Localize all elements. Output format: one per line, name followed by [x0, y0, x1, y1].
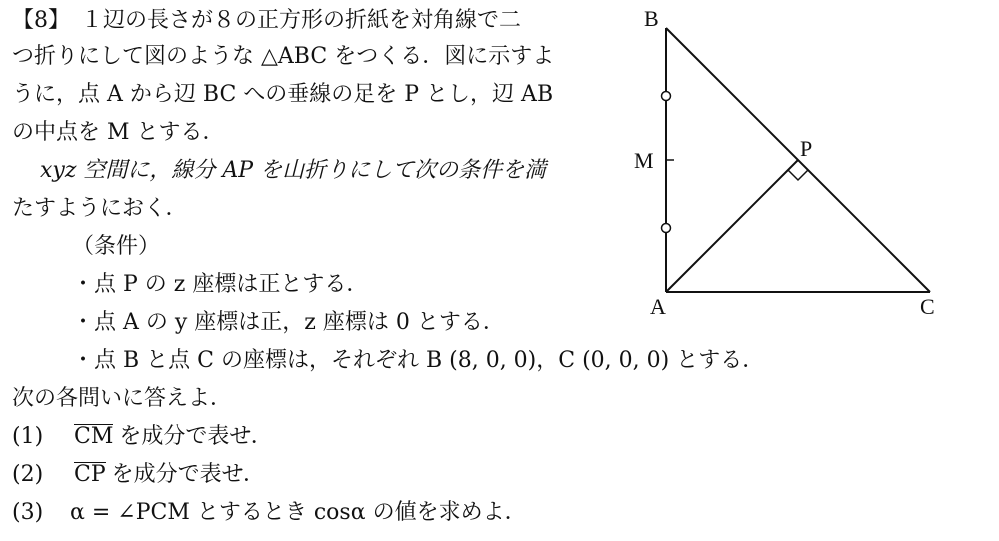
instruction-line: 次の各問いに答えよ． [12, 386, 233, 411]
label-c: C [920, 294, 935, 319]
triangle-figure [620, 0, 999, 541]
problem-line-2: つ折りにして図のような △ABC をつくる．図に示すよ [12, 44, 555, 69]
equal-mark-upper [662, 92, 671, 101]
label-a: A [650, 294, 666, 319]
condition-heading: （条件） [72, 234, 161, 259]
vector-cp: CP [74, 462, 106, 487]
equal-mark-lower [662, 224, 671, 233]
question-number: (1) [12, 424, 44, 449]
question-3 [12, 498, 527, 528]
condition-1: ・点 P の z 座標は正とする． [72, 272, 369, 297]
label-b: B [644, 6, 659, 31]
question-number: (3) [12, 500, 44, 525]
segment-ap [666, 160, 798, 292]
question-text: α = ∠PCM とするとき cosα の値を求めよ． [70, 500, 527, 525]
problem-line-4: の中点を M とする． [12, 120, 225, 145]
problem-line-6: たすようにおく． [12, 196, 188, 221]
right-angle-mark [788, 170, 808, 180]
problem-line-1: 【8】 １辺の長さが８の正方形の折紙を対角線で二 [12, 8, 521, 33]
condition-2: ・点 A の y 座標は正，z 座標は 0 とする． [72, 310, 505, 335]
label-m: M [634, 148, 654, 173]
question-1 [12, 422, 273, 452]
problem-line-5: xyz 空間に，線分 AP を山折りにして次の条件を満 [40, 158, 547, 183]
question-text: を成分で表せ． [119, 424, 273, 449]
question-number: (2) [12, 462, 44, 487]
problem-line-3: うに，点 A から辺 BC への垂線の足を P とし，辺 AB [12, 82, 554, 107]
question-2 [12, 460, 265, 490]
condition-3: ・点 B と点 C の座標は，それぞれ B (8, 0, 0)，C (0, 0, 0) とする． [72, 348, 765, 373]
vector-cm: CM [74, 424, 114, 449]
label-p: P [800, 136, 813, 161]
question-text: を成分で表せ． [111, 462, 265, 487]
